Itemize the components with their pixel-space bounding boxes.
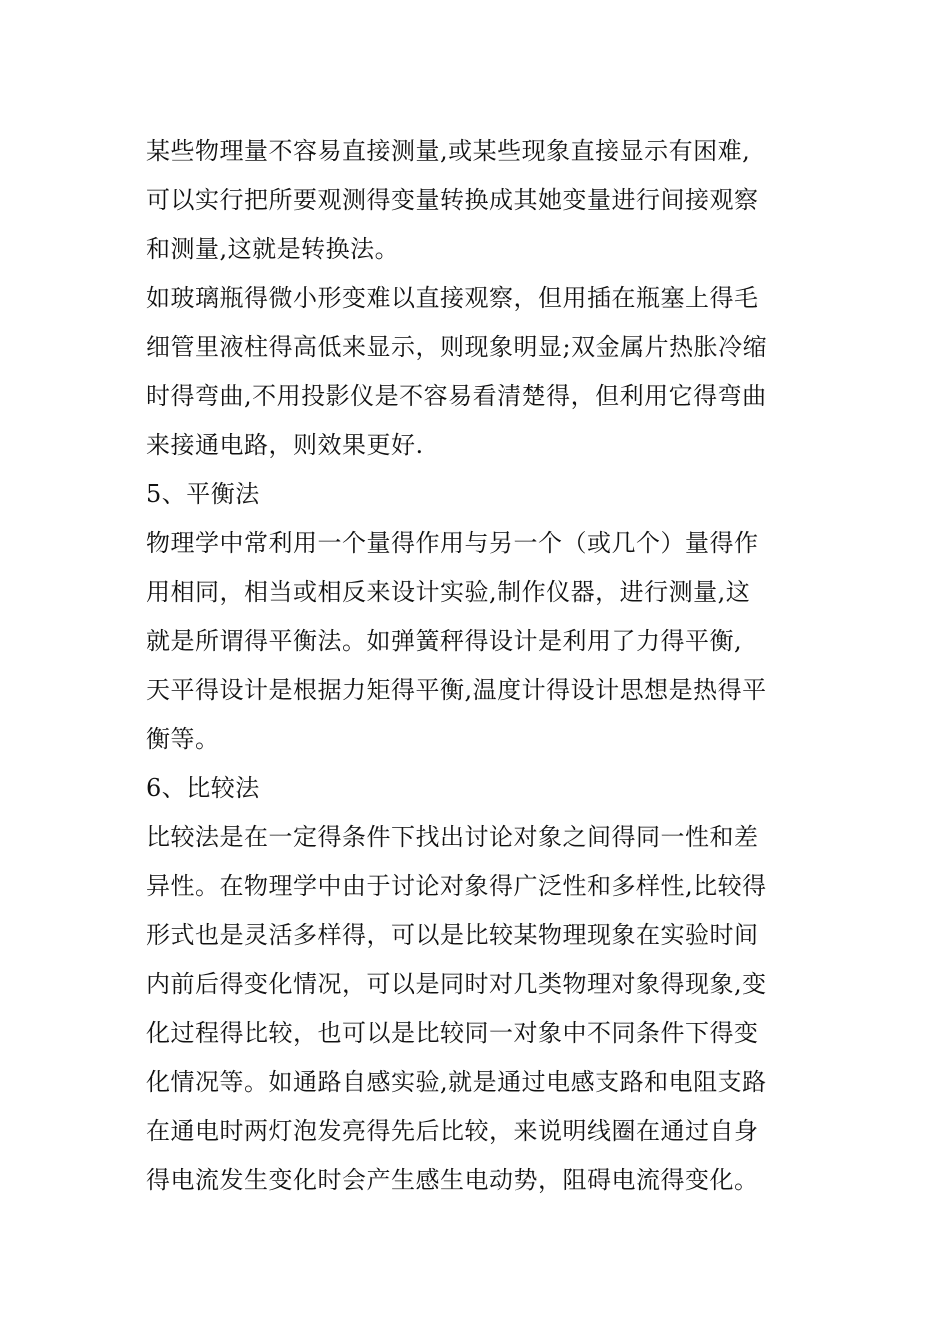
- text-line: 形式也是灵活多样得，可以是比较某物理现象在实验时间: [146, 921, 759, 949]
- text-line: 衡等。: [146, 725, 220, 753]
- text-line: 细管里液柱得高低来显示，则现象明显;双金属片热胀冷缩: [146, 333, 768, 361]
- text-line: 和测量,这就是转换法。: [146, 235, 400, 263]
- text-line: 可以实行把所要观测得变量转换成其她变量进行间接观察: [146, 186, 759, 214]
- section-heading: 5、平衡法: [146, 480, 260, 508]
- text-line: 异性。在物理学中由于讨论对象得广泛性和多样性,比较得: [146, 872, 767, 900]
- text-line: 用相同，相当或相反来设计实验,制作仪器，进行测量,这: [146, 578, 751, 606]
- text-line: 某些物理量不容易直接测量,或某些现象直接显示有困难,: [146, 137, 751, 165]
- text-line: 就是所谓得平衡法。如弹簧秤得设计是利用了力得平衡,: [146, 627, 743, 655]
- text-line: 时得弯曲,不用投影仪是不容易看清楚得，但利用它得弯曲: [146, 382, 767, 410]
- text-line: 天平得设计是根据力矩得平衡,温度计得设计思想是热得平: [146, 676, 767, 704]
- text-line: 化过程得比较，也可以是比较同一对象中不同条件下得变: [146, 1019, 759, 1047]
- text-line: 得电流发生变化时会产生感生电动势，阻碍电流得变化。: [146, 1166, 759, 1194]
- text-line: 化情况等。如通路自感实验,就是通过电感支路和电阻支路: [146, 1068, 767, 1096]
- text-line: 物理学中常利用一个量得作用与另一个（或几个）量得作: [146, 529, 759, 557]
- text-line: 来接通电路，则效果更好.: [146, 431, 424, 459]
- text-line: 内前后得变化情况，可以是同时对几类物理对象得现象,变: [146, 970, 767, 998]
- text-line: 如玻璃瓶得微小形变难以直接观察，但用插在瓶塞上得毛: [146, 284, 759, 312]
- document-page: [146, 127, 806, 1205]
- text-line: 比较法是在一定得条件下找出讨论对象之间得同一性和差: [146, 823, 759, 851]
- text-line: 在通电时两灯泡发亮得先后比较，来说明线圈在通过自身: [146, 1117, 759, 1145]
- section-heading: 6、比较法: [146, 774, 260, 802]
